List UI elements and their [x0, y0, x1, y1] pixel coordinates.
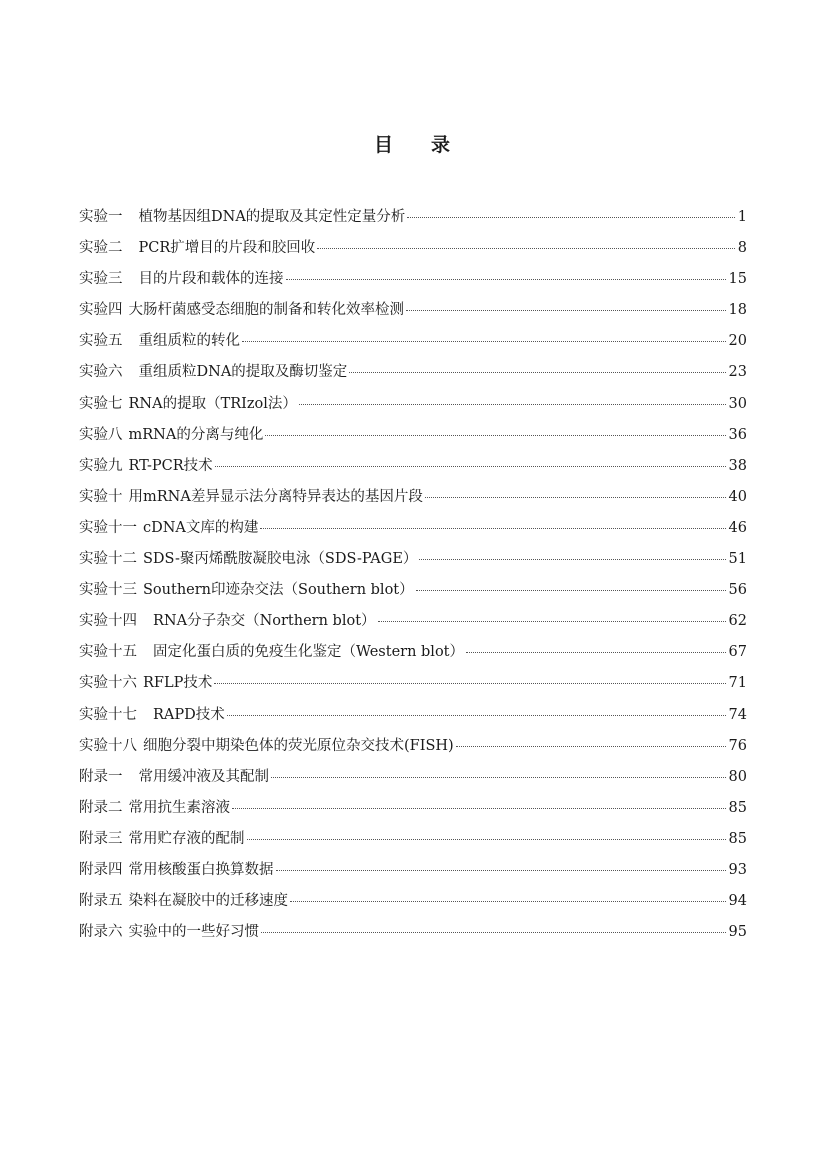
toc-entry-page-number: 20	[728, 333, 747, 350]
toc-dot-leader	[406, 310, 726, 311]
toc-entry-title: RAPD技术	[153, 706, 225, 723]
toc-entry-label	[79, 487, 423, 507]
toc-entry-title: 目的片段和载体的连接	[138, 271, 284, 288]
toc-entry-title: 重组质粒DNA的提取及酶切鉴定	[138, 364, 348, 381]
toc-dot-leader	[456, 746, 726, 747]
toc-entry-page-number: 1	[737, 209, 747, 225]
toc-entry-label	[79, 922, 259, 942]
toc-dot-leader	[466, 652, 726, 653]
toc-entry-prefix: 实验七	[79, 395, 123, 412]
toc-entry-prefix: 实验三	[79, 271, 123, 288]
toc-entry[interactable]	[79, 860, 747, 891]
toc-entry-prefix: 实验十二	[79, 551, 137, 568]
toc-entry-title: 用mRNA差异显示法分离特异表达的基因片段	[128, 488, 423, 505]
toc-entry-prefix: 实验一	[79, 209, 123, 225]
toc-entry-title: 植物基因组DNA的提取及其定性定量分析	[138, 209, 406, 225]
toc-dot-leader	[261, 932, 726, 933]
toc-entry-prefix: 实验九	[79, 457, 123, 474]
toc-entry[interactable]	[79, 705, 747, 736]
toc-entry-prefix: 实验十五	[79, 644, 137, 661]
toc-entry[interactable]	[79, 922, 747, 953]
toc-entry-title: 固定化蛋白质的免疫生化鉴定（Western blot）	[153, 644, 465, 661]
toc-entry-label	[79, 269, 284, 289]
toc-dot-leader	[378, 621, 726, 622]
toc-entry-prefix: 实验六	[79, 364, 123, 381]
toc-entry[interactable]	[79, 642, 747, 673]
toc-entry[interactable]	[79, 207, 747, 238]
toc-entry-page-number: 46	[728, 519, 747, 536]
toc-entry-title: cDNA文库的构建	[143, 519, 259, 536]
toc-entry[interactable]	[79, 611, 747, 642]
toc-entry-label	[79, 207, 405, 227]
toc-entry-title: 实验中的一些好习惯	[128, 924, 259, 941]
toc-entry-prefix: 附录二	[79, 799, 123, 816]
toc-entry-prefix: 附录一	[79, 768, 123, 785]
toc-entry-title: 常用贮存液的配制	[128, 830, 245, 847]
toc-dot-leader	[419, 559, 725, 560]
toc-entry-page-number: 93	[728, 861, 747, 878]
toc-entry-page-number: 51	[728, 551, 747, 568]
toc-dot-leader	[290, 901, 726, 902]
toc-entry-prefix: 实验十七	[79, 706, 137, 723]
table-of-contents	[79, 207, 747, 953]
toc-entry-page-number: 8	[737, 240, 747, 257]
toc-entry-prefix: 附录三	[79, 830, 123, 847]
toc-dot-leader	[416, 590, 726, 591]
toc-entry[interactable]	[79, 580, 747, 611]
toc-entry-page-number: 40	[728, 488, 747, 505]
toc-entry-page-number: 56	[728, 582, 747, 599]
toc-entry-title: 常用核酸蛋白换算数据	[128, 861, 274, 878]
toc-entry-prefix: 实验十四	[79, 613, 137, 630]
toc-entry-page-number: 95	[728, 924, 747, 941]
toc-entry-title: mRNA的分离与纯化	[128, 426, 264, 443]
toc-entry-title: SDS-聚丙烯酰胺凝胶电泳（SDS-PAGE）	[143, 551, 418, 568]
toc-entry-title: RNA分子杂交（Northern blot）	[153, 613, 376, 630]
toc-entry-prefix: 实验二	[79, 240, 123, 257]
toc-entry-prefix: 实验十六	[79, 675, 137, 692]
toc-entry-title: 染料在凝胶中的迁移速度	[128, 893, 288, 910]
toc-entry-page-number: 18	[728, 302, 747, 319]
toc-entry[interactable]	[79, 673, 747, 704]
toc-entry-page-number: 36	[728, 426, 747, 443]
toc-entry-title: RNA的提取（TRIzol法）	[128, 395, 297, 412]
toc-entry[interactable]	[79, 456, 747, 487]
toc-entry-label	[79, 829, 245, 849]
toc-entry-prefix: 实验四	[79, 302, 123, 319]
toc-entry[interactable]	[79, 425, 747, 456]
toc-entry[interactable]	[79, 238, 747, 269]
toc-entry[interactable]	[79, 518, 747, 549]
toc-entry-page-number: 74	[728, 706, 747, 723]
toc-dot-leader	[286, 279, 726, 280]
toc-entry-title: 细胞分裂中期染色体的荧光原位杂交技术(FISH)	[143, 737, 454, 754]
toc-entry-page-number: 85	[728, 799, 747, 816]
page-title	[0, 130, 824, 157]
toc-entry-title: 大肠杆菌感受态细胞的制备和转化效率检测	[128, 302, 404, 319]
toc-entry-title: Southern印迹杂交法（Southern blot）	[143, 582, 414, 599]
toc-entry[interactable]	[79, 736, 747, 767]
toc-entry-prefix: 附录六	[79, 924, 123, 941]
toc-entry[interactable]	[79, 829, 747, 860]
toc-entry-label	[79, 860, 274, 880]
toc-entry-label	[79, 642, 464, 662]
toc-entry-label	[79, 300, 404, 320]
toc-entry-label	[79, 673, 212, 693]
toc-entry-title: 常用缓冲液及其配制	[138, 768, 269, 785]
toc-dot-leader	[232, 808, 726, 809]
toc-dot-leader	[276, 870, 726, 871]
toc-entry-title: RT-PCR技术	[128, 457, 213, 474]
toc-entry-page-number: 30	[728, 395, 747, 412]
toc-dot-leader	[425, 497, 726, 498]
toc-dot-leader	[349, 372, 725, 373]
toc-entry[interactable]	[79, 331, 747, 362]
toc-dot-leader	[407, 217, 734, 218]
toc-entry-prefix: 附录五	[79, 893, 123, 910]
toc-entry-title: RFLP技术	[143, 675, 213, 692]
toc-entry-prefix: 附录四	[79, 861, 123, 878]
toc-entry-title: PCR扩增目的片段和胶回收	[138, 240, 316, 257]
toc-entry-page-number: 38	[728, 457, 747, 474]
toc-entry-page-number: 23	[728, 364, 747, 381]
toc-dot-leader	[214, 683, 725, 684]
toc-entry-label	[79, 891, 288, 911]
toc-entry[interactable]	[79, 891, 747, 922]
toc-dot-leader	[271, 777, 726, 778]
toc-entry-title: 常用抗生素溶液	[128, 799, 230, 816]
toc-entry-page-number: 76	[728, 737, 747, 754]
toc-dot-leader	[247, 839, 726, 840]
toc-entry-label	[79, 456, 213, 476]
toc-entry[interactable]	[79, 487, 747, 518]
toc-entry-label	[79, 238, 315, 258]
toc-entry-page-number: 71	[728, 675, 747, 692]
toc-entry[interactable]	[79, 269, 747, 300]
toc-entry[interactable]	[79, 798, 747, 829]
toc-entry-prefix: 实验十八	[79, 737, 137, 754]
toc-entry-label	[79, 767, 269, 787]
toc-entry-title: 重组质粒的转化	[138, 333, 240, 350]
toc-entry-page-number: 85	[728, 830, 747, 847]
toc-entry-label	[79, 394, 297, 414]
toc-entry[interactable]	[79, 767, 747, 798]
toc-entry[interactable]	[79, 362, 747, 393]
toc-dot-leader	[242, 341, 726, 342]
page-title-char-1: 目	[373, 134, 393, 156]
toc-entry-label	[79, 611, 376, 631]
toc-entry-label	[79, 705, 225, 725]
toc-dot-leader	[215, 466, 726, 467]
toc-entry-page-number: 80	[728, 768, 747, 785]
toc-entry[interactable]	[79, 300, 747, 331]
toc-entry-page-number: 15	[728, 271, 747, 288]
toc-entry-prefix: 实验十一	[79, 519, 137, 536]
toc-entry-label	[79, 425, 263, 445]
toc-entry-label	[79, 736, 454, 756]
toc-dot-leader	[260, 528, 725, 529]
toc-dot-leader	[227, 715, 726, 716]
toc-entry-label	[79, 518, 258, 538]
toc-entry-page-number: 94	[728, 893, 747, 910]
toc-entry-prefix: 实验十	[79, 488, 123, 505]
toc-dot-leader	[317, 248, 734, 249]
toc-entry-page-number: 67	[728, 644, 747, 661]
toc-entry-prefix: 实验十三	[79, 582, 137, 599]
toc-dot-leader	[265, 435, 725, 436]
toc-dot-leader	[299, 404, 726, 405]
toc-entry-label	[79, 580, 414, 600]
toc-entry-label	[79, 362, 347, 382]
toc-entry[interactable]	[79, 394, 747, 425]
toc-entry-label	[79, 798, 230, 818]
toc-entry-label	[79, 331, 240, 351]
page-title-char-2: 录	[431, 134, 451, 156]
toc-entry-page-number: 62	[728, 613, 747, 630]
toc-entry[interactable]	[79, 549, 747, 580]
toc-entry-prefix: 实验八	[79, 426, 123, 443]
toc-entry-label	[79, 549, 417, 569]
toc-entry-prefix: 实验五	[79, 333, 123, 350]
